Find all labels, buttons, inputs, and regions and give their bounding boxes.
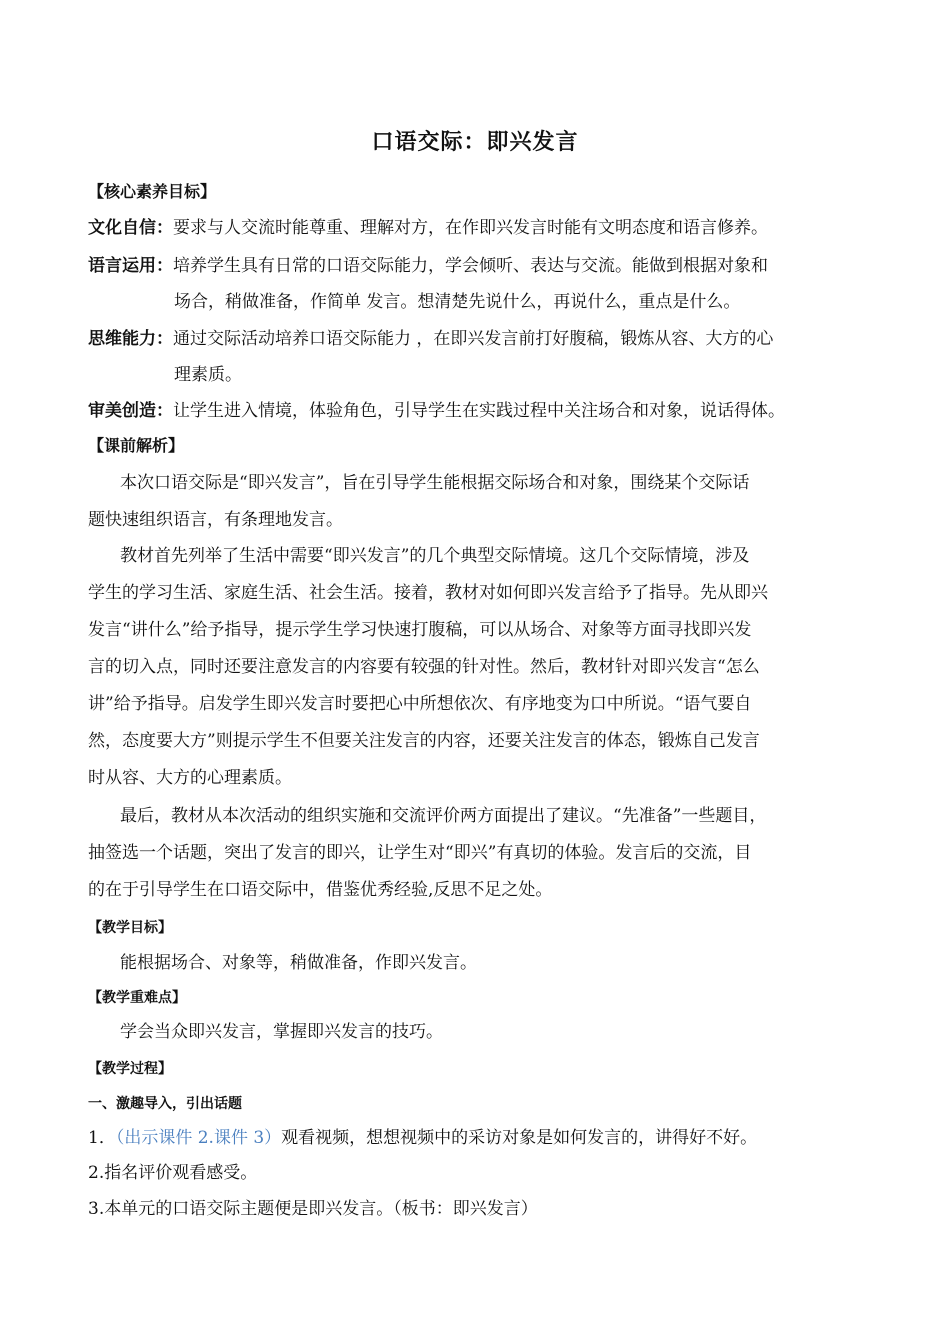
analysis-p2-line5: 讲”给予指导。启发学生即兴发言时要把心中所想依次、有序地变为口中所说。“语气要自 bbox=[88, 694, 752, 714]
analysis-p2-line6: 然，态度要大方”则提示学生不但要关注发言的内容，还要关注发言的体态，锻炼自己发言 bbox=[88, 731, 760, 751]
goal-language-text-2: 场合，稍做准备，作简单 发言。想清楚先说什么，再说什么，重点是什么。 bbox=[174, 292, 741, 312]
analysis-p2-line7: 时从容、大方的心理素质。 bbox=[88, 768, 292, 788]
goal-culture bbox=[88, 216, 768, 240]
analysis-p1-line1: 本次口语交际是“即兴发言”，旨在引导学生能根据交际场合和对象，围绕某个交际话 bbox=[120, 473, 750, 493]
goal-language bbox=[88, 254, 768, 278]
analysis-p3-line3: 的在于引导学生在口语交际中，借鉴优秀经验,反思不足之处。 bbox=[88, 880, 553, 900]
goal-thinking-text: 通过交际活动培养口语交际能力 ，在即兴发言前打好腹稿，锻炼从容、大方的心 bbox=[173, 329, 774, 349]
analysis-heading: 【课前解析】 bbox=[88, 436, 185, 455]
page-title: 口语交际：即兴发言 bbox=[371, 130, 579, 155]
process-item-1-number: 1． bbox=[88, 1128, 116, 1148]
analysis-p2-line2: 学生的学习生活、家庭生活、社会生活。接着，教材对如何即兴发言给予了指导。先从即兴 bbox=[88, 583, 768, 603]
analysis-p3-line2: 抽签选一个话题，突出了发言的即兴，让学生对“即兴”有真切的体验。发言后的交流，目 bbox=[88, 843, 752, 863]
goal-culture-text: 要求与人交流时能尊重、理解对方，在作即兴发言时能有文明态度和语言修养。 bbox=[173, 218, 768, 238]
goal-language-text: 培养学生具有日常的口语交际能力，学会倾听、表达与交流。能做到根据对象和 bbox=[173, 256, 768, 276]
teaching-goal-heading: 【教学目标】 bbox=[88, 920, 172, 936]
analysis-p2-line3: 发言“讲什么”给予指导，提示学生学习快速打腹稿，可以从场合、对象等方面寻找即兴发 bbox=[88, 620, 752, 640]
goal-thinking-label: 思维能力： bbox=[88, 329, 173, 349]
process-item-3: 3.本单元的口语交际主题便是即兴发言。（板书：即兴发言） bbox=[88, 1199, 538, 1219]
process-item-2: 2.指名评价观看感受。 bbox=[88, 1163, 258, 1183]
analysis-p2-line4: 言的切入点，同时还要注意发言的内容要有较强的针对性。然后，教材针对即兴发言“怎么 bbox=[88, 657, 760, 677]
goal-aesthetic bbox=[88, 399, 785, 423]
process-step1-title: 一、激趣导入，引出话题 bbox=[88, 1096, 242, 1112]
goal-language-label: 语言运用： bbox=[88, 256, 173, 276]
key-points-text: 学会当众即兴发言，掌握即兴发言的技巧。 bbox=[120, 1022, 443, 1042]
goal-thinking-text-2: 理素质。 bbox=[174, 365, 242, 385]
analysis-p1-line2: 题快速组织语言，有条理地发言。 bbox=[88, 510, 343, 530]
goal-culture-label: 文化自信： bbox=[88, 218, 173, 238]
process-item-1 bbox=[88, 1126, 757, 1150]
core-goals-heading: 【核心素养目标】 bbox=[88, 182, 217, 201]
process-heading: 【教学过程】 bbox=[88, 1061, 172, 1077]
analysis-p2-line1: 教材首先列举了生活中需要“即兴发言”的几个典型交际情境。这几个交际情境，涉及 bbox=[120, 546, 750, 566]
goal-thinking bbox=[88, 327, 773, 351]
courseware-link[interactable]: （出示课件 2.课件 3） bbox=[115, 1128, 282, 1148]
teaching-goal-text: 能根据场合、对象等，稍做准备，作即兴发言。 bbox=[120, 953, 477, 973]
goal-aesthetic-text: 让学生进入情境，体验角色，引导学生在实践过程中关注场合和对象，说话得体。 bbox=[173, 401, 785, 421]
key-points-heading: 【教学重难点】 bbox=[88, 990, 186, 1006]
analysis-p3-line1: 最后，教材从本次活动的组织实施和交流评价两方面提出了建议。“先准备”一些题目， bbox=[120, 806, 767, 826]
goal-aesthetic-label: 审美创造： bbox=[88, 401, 173, 421]
process-item-1-text: 观看视频，想想视频中的采访对象是如何发言的，讲得好不好。 bbox=[281, 1128, 758, 1148]
